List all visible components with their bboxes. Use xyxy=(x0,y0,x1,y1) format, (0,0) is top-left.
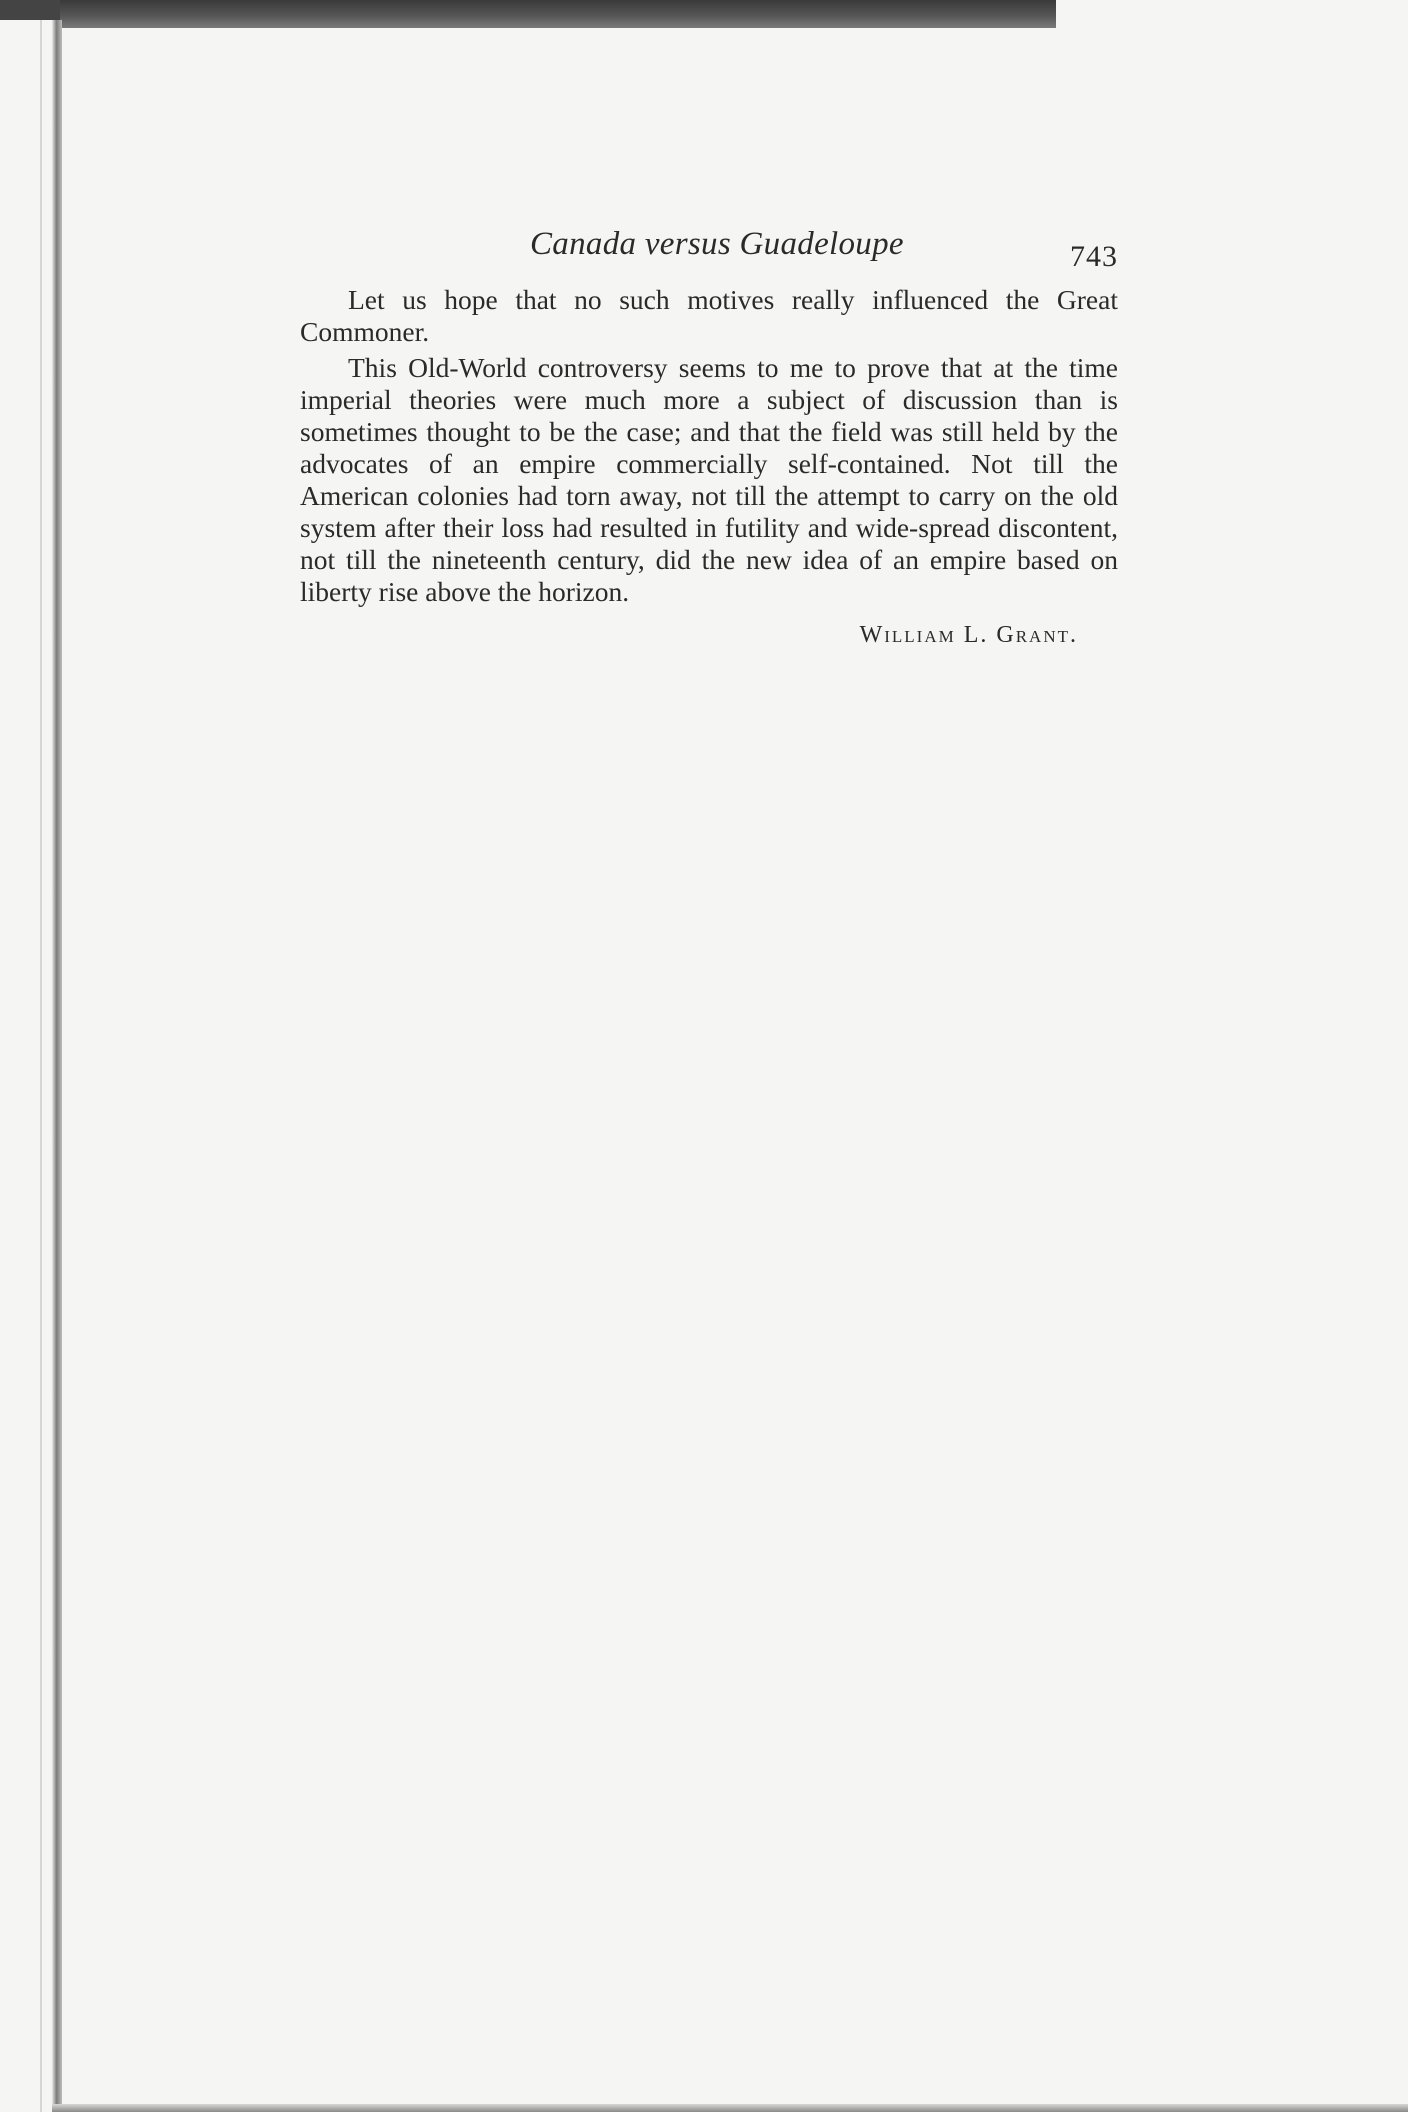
page-number: 743 xyxy=(1070,240,1118,273)
scan-border-top xyxy=(60,0,1056,28)
scan-border-top-left xyxy=(0,0,60,20)
paragraph-2: This Old-World controversy seems to me to prove that at the time imperial theories were much more a subject of discussion than is sometimes thought to be the case; and that the field was still held by the advocates of an empire commercially self-contained. Not till the American colonies had torn away, not till the attempt to carry on the old system after their loss had resulted in futility and wide-spread discontent, not till the nineteenth century, did the new idea of an empire based on liberty rise above the horizon. xyxy=(300,352,1118,607)
book-page xyxy=(300,222,1118,649)
paragraph-1: Let us hope that no such motives really influenced the Great Commoner. xyxy=(300,284,1118,347)
running-title: Canada versus Guadeloupe xyxy=(530,226,904,262)
scan-border-bottom xyxy=(52,2104,1408,2112)
running-head xyxy=(300,222,1118,272)
scan-binding-edge xyxy=(52,20,62,2112)
scan-binding-line xyxy=(40,20,42,2112)
author-signature: William L. Grant. xyxy=(859,622,1078,648)
